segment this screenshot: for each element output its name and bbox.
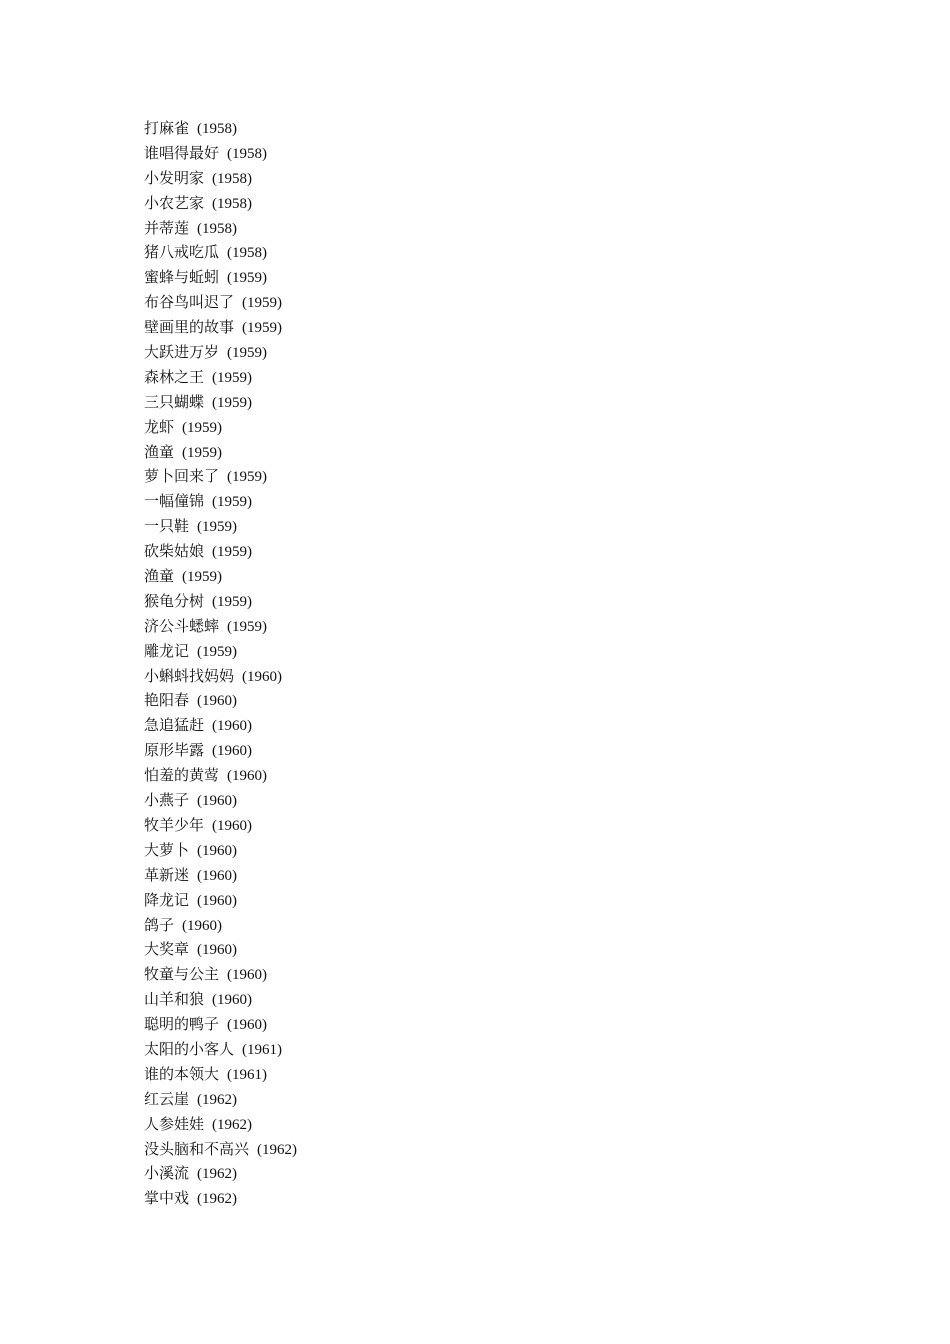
list-item <box>144 539 297 564</box>
film-title: 谁的本领大 <box>144 1064 220 1083</box>
film-year: (1959) <box>227 618 268 635</box>
list-item <box>144 489 297 514</box>
list-item <box>144 1037 297 1062</box>
film-year: (1958) <box>212 195 253 212</box>
film-year: (1960) <box>197 942 238 959</box>
list-item <box>144 1137 297 1162</box>
list-item <box>144 415 297 440</box>
film-year: (1959) <box>197 643 238 660</box>
film-year: (1958) <box>227 145 268 162</box>
list-item <box>144 962 297 987</box>
film-year: (1959) <box>242 295 283 312</box>
film-title: 原形毕露 <box>144 741 205 760</box>
film-title: 渔童 <box>144 442 175 461</box>
list-item <box>144 464 297 489</box>
film-year: (1962) <box>212 1116 253 1133</box>
film-year: (1962) <box>257 1141 298 1158</box>
film-title: 森林之王 <box>144 367 205 386</box>
list-item <box>144 191 297 216</box>
list-item <box>144 763 297 788</box>
list-item <box>144 838 297 863</box>
film-title: 山羊和狼 <box>144 990 205 1009</box>
film-year: (1960) <box>212 718 253 735</box>
film-title: 掌中戏 <box>144 1189 190 1208</box>
list-item <box>144 639 297 664</box>
film-year: (1960) <box>227 1017 268 1034</box>
film-year: (1958) <box>212 170 253 187</box>
film-year: (1960) <box>197 793 238 810</box>
film-title: 龙虾 <box>144 417 175 436</box>
film-title: 聪明的鸭子 <box>144 1015 220 1034</box>
film-year: (1959) <box>197 519 238 536</box>
film-year: (1959) <box>212 494 253 511</box>
film-title: 牧羊少年 <box>144 815 205 834</box>
list-item <box>144 688 297 713</box>
film-title: 猴龟分树 <box>144 591 205 610</box>
film-title: 蜜蜂与蚯蚓 <box>144 268 220 287</box>
film-year: (1959) <box>182 569 223 586</box>
list-item <box>144 1112 297 1137</box>
film-year: (1959) <box>212 369 253 386</box>
list-item <box>144 166 297 191</box>
list-item <box>144 290 297 315</box>
film-title: 怕羞的黄莺 <box>144 766 220 785</box>
film-title: 降龙记 <box>144 890 190 909</box>
film-title: 大奖章 <box>144 940 190 959</box>
film-year: (1960) <box>242 668 283 685</box>
film-title: 谁唱得最好 <box>144 143 220 162</box>
list-item <box>144 1012 297 1037</box>
film-list <box>144 116 297 1211</box>
film-year: (1960) <box>212 992 253 1009</box>
film-title: 萝卜回来了 <box>144 467 220 486</box>
film-year: (1959) <box>227 270 268 287</box>
film-year: (1958) <box>197 220 238 237</box>
film-year: (1958) <box>197 121 238 137</box>
film-title: 小发明家 <box>144 168 205 187</box>
film-year: (1959) <box>212 394 253 411</box>
list-item <box>144 390 297 415</box>
film-title: 牧童与公主 <box>144 965 220 984</box>
list-item <box>144 738 297 763</box>
film-title: 大萝卜 <box>144 840 190 859</box>
film-title: 雕龙记 <box>144 641 190 660</box>
film-year: (1961) <box>227 1066 268 1083</box>
list-item <box>144 1161 297 1186</box>
list-item <box>144 1062 297 1087</box>
film-year: (1959) <box>242 320 283 337</box>
list-item <box>144 116 297 141</box>
film-title: 小蝌蚪找妈妈 <box>144 666 235 685</box>
list-item <box>144 315 297 340</box>
list-item <box>144 340 297 365</box>
list-item <box>144 713 297 738</box>
list-item <box>144 913 297 938</box>
film-year: (1959) <box>182 444 223 461</box>
film-title: 人参娃娃 <box>144 1114 205 1133</box>
film-title: 济公斗蟋蟀 <box>144 616 220 635</box>
list-item <box>144 440 297 465</box>
list-item <box>144 365 297 390</box>
list-item <box>144 564 297 589</box>
film-title: 渔童 <box>144 567 175 586</box>
film-title: 小燕子 <box>144 791 190 810</box>
film-year: (1959) <box>227 469 268 486</box>
film-year: (1959) <box>212 544 253 561</box>
list-item <box>144 813 297 838</box>
list-item <box>144 614 297 639</box>
film-year: (1959) <box>227 345 268 362</box>
film-year: (1960) <box>227 967 268 984</box>
film-year: (1960) <box>212 743 253 760</box>
film-title: 红云崖 <box>144 1089 190 1108</box>
film-title: 没头脑和不高兴 <box>144 1139 250 1158</box>
film-title: 太阳的小客人 <box>144 1039 235 1058</box>
list-item <box>144 216 297 241</box>
list-item <box>144 514 297 539</box>
film-year: (1961) <box>242 1041 283 1058</box>
film-year: (1962) <box>197 1166 238 1183</box>
film-title: 三只蝴蝶 <box>144 392 205 411</box>
film-year: (1959) <box>182 419 223 436</box>
film-title: 艳阳春 <box>144 691 190 710</box>
list-item <box>144 888 297 913</box>
film-title: 一只鞋 <box>144 517 190 536</box>
film-title: 打麻雀 <box>144 119 190 137</box>
film-title: 鸽子 <box>144 915 175 934</box>
list-item <box>144 863 297 888</box>
list-item <box>144 788 297 813</box>
list-item <box>144 1087 297 1112</box>
film-title: 布谷鸟叫迟了 <box>144 293 235 312</box>
film-title: 砍柴姑娘 <box>144 542 205 561</box>
list-item <box>144 664 297 689</box>
film-title: 并蒂莲 <box>144 218 190 237</box>
list-item <box>144 937 297 962</box>
film-title: 猪八戒吃瓜 <box>144 243 220 262</box>
film-year: (1962) <box>197 1091 238 1108</box>
film-title: 小溪流 <box>144 1164 190 1183</box>
list-item <box>144 265 297 290</box>
film-title: 壁画里的故事 <box>144 318 235 337</box>
film-year: (1958) <box>227 245 268 262</box>
list-item <box>144 141 297 166</box>
film-year: (1960) <box>197 892 238 909</box>
film-title: 一幅僮锦 <box>144 492 205 511</box>
film-year: (1960) <box>227 768 268 785</box>
list-item <box>144 589 297 614</box>
film-title: 小农艺家 <box>144 193 205 212</box>
film-year: (1960) <box>212 817 253 834</box>
film-title: 革新迷 <box>144 865 190 884</box>
film-year: (1959) <box>212 593 253 610</box>
film-title: 大跃进万岁 <box>144 343 220 362</box>
list-item <box>144 987 297 1012</box>
film-year: (1960) <box>197 842 238 859</box>
film-title: 急追猛赶 <box>144 716 205 735</box>
film-year: (1960) <box>197 693 238 710</box>
film-year: (1960) <box>197 867 238 884</box>
list-item <box>144 1186 297 1211</box>
film-year: (1962) <box>197 1191 238 1208</box>
film-year: (1960) <box>182 917 223 934</box>
list-item <box>144 240 297 265</box>
